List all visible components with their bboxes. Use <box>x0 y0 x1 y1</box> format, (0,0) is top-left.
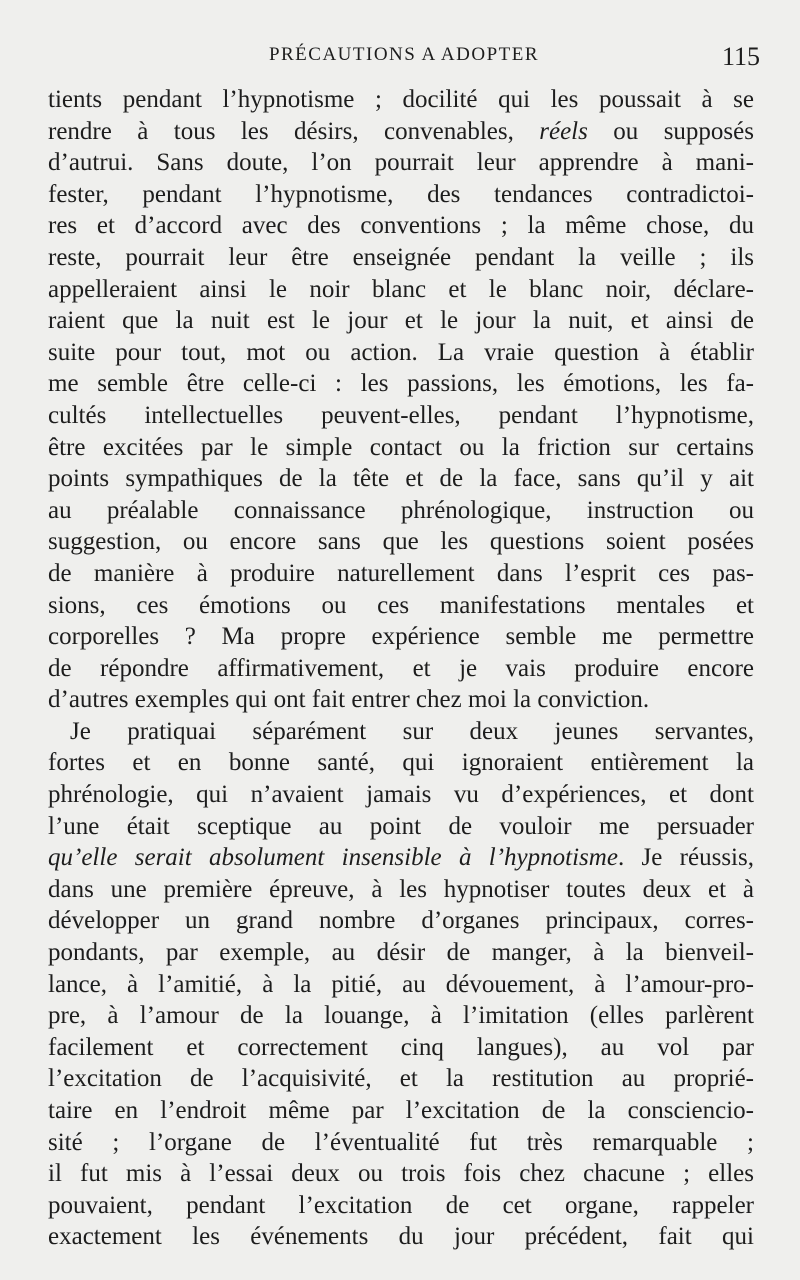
text-line: dans une première épreuve, à les hypnotiser toutes deux et à <box>48 875 754 903</box>
page-number: 115 <box>721 42 760 71</box>
text-line: pouvaient, pendant l’excitation de cet organe, rappeler <box>48 1191 754 1219</box>
text-line: res et d’accord avec des conventions ; la même chose, du <box>48 212 754 240</box>
text-line-italic: qu’elle serait absolument insensible à l’hypnotisme. Je réussis, <box>48 844 754 872</box>
text-line: facilement et correctement cinq langues), au vol par <box>48 1033 754 1061</box>
text-line: sions, ces émotions ou ces manifestations mentales et <box>48 591 754 619</box>
text-line: sité ; l’organe de l’éventualité fut très remarquable ; <box>48 1128 754 1156</box>
text-line: fortes et en bonne santé, qui ignoraient entièrement la <box>48 749 754 777</box>
text-line: de répondre affirmativement, et je vais produire encore <box>48 654 754 682</box>
body-text <box>48 84 754 1253</box>
text-line: fester, pendant l’hypnotisme, des tendances contradictoi- <box>48 180 754 208</box>
text-line: d’autrui. Sans doute, l’on pourrait leur apprendre à mani- <box>48 149 754 177</box>
text-line: l’une était sceptique au point de vouloir me persuader <box>48 812 754 840</box>
text-line: il fut mis à l’essai deux ou trois fois chez chacune ; elles <box>48 1160 754 1188</box>
text-line: points sympathiques de la tête et de la face, sans qu’il y ait <box>48 465 754 493</box>
text-line: de manière à produire naturellement dans l’esprit ces pas- <box>48 559 754 587</box>
text-line: exactement les événements du jour précédent, fait qui <box>48 1223 754 1251</box>
text-line: cultés intellectuelles peuvent-elles, pendant l’hypnotisme, <box>48 401 754 429</box>
text-line: tients pendant l’hypnotisme ; docilité qui les poussait à se <box>48 86 754 113</box>
text-line: me semble être celle-ci : les passions, les émotions, les fa- <box>48 370 754 398</box>
text-line: d’autres exemples qui ont fait entrer chez moi la conviction. <box>48 686 650 714</box>
running-title: PRÉCAUTIONS A ADOPTER <box>268 44 540 65</box>
text-line: appelleraient ainsi le noir blanc et le blanc noir, déclare- <box>48 275 754 303</box>
text-line: pondants, par exemple, au désir de manger, à la bienveil- <box>48 939 754 967</box>
text-line: rendre à tous les désirs, convenables, réels ou supposés <box>48 117 754 145</box>
text-line: développer un grand nombre d’organes principaux, corres- <box>48 907 754 935</box>
text-line: au préalable connaissance phrénologique, instruction ou <box>48 496 754 524</box>
text-line: lance, à l’amitié, à la pitié, au dévouement, à l’amour-pro- <box>48 970 754 998</box>
text-line: être excitées par le simple contact ou la friction sur certains <box>48 433 754 461</box>
text-line: raient que la nuit est le jour et le jour la nuit, et ainsi de <box>48 307 754 335</box>
text-line: pre, à l’amour de la louange, à l’imitation (elles parlèrent <box>48 1002 754 1030</box>
text-line: taire en l’endroit même par l’excitation de la consciencio- <box>48 1097 754 1124</box>
text-line: suggestion, ou encore sans que les questions soient posées <box>48 528 754 556</box>
text-line: reste, pourrait leur être enseignée pendant la veille ; ils <box>48 243 754 271</box>
text-line: corporelles ? Ma propre expérience semble me permettre <box>48 623 754 651</box>
running-head <box>48 42 760 72</box>
text-line: Je pratiquai séparément sur deux jeunes servantes, <box>70 717 754 745</box>
text-line: l’excitation de l’acquisivité, et la restitution au proprié- <box>48 1065 754 1093</box>
text-line: phrénologie, qui n’avaient jamais vu d’expériences, et dont <box>48 781 754 809</box>
text-line: suite pour tout, mot ou action. La vraie question à établir <box>48 338 754 366</box>
